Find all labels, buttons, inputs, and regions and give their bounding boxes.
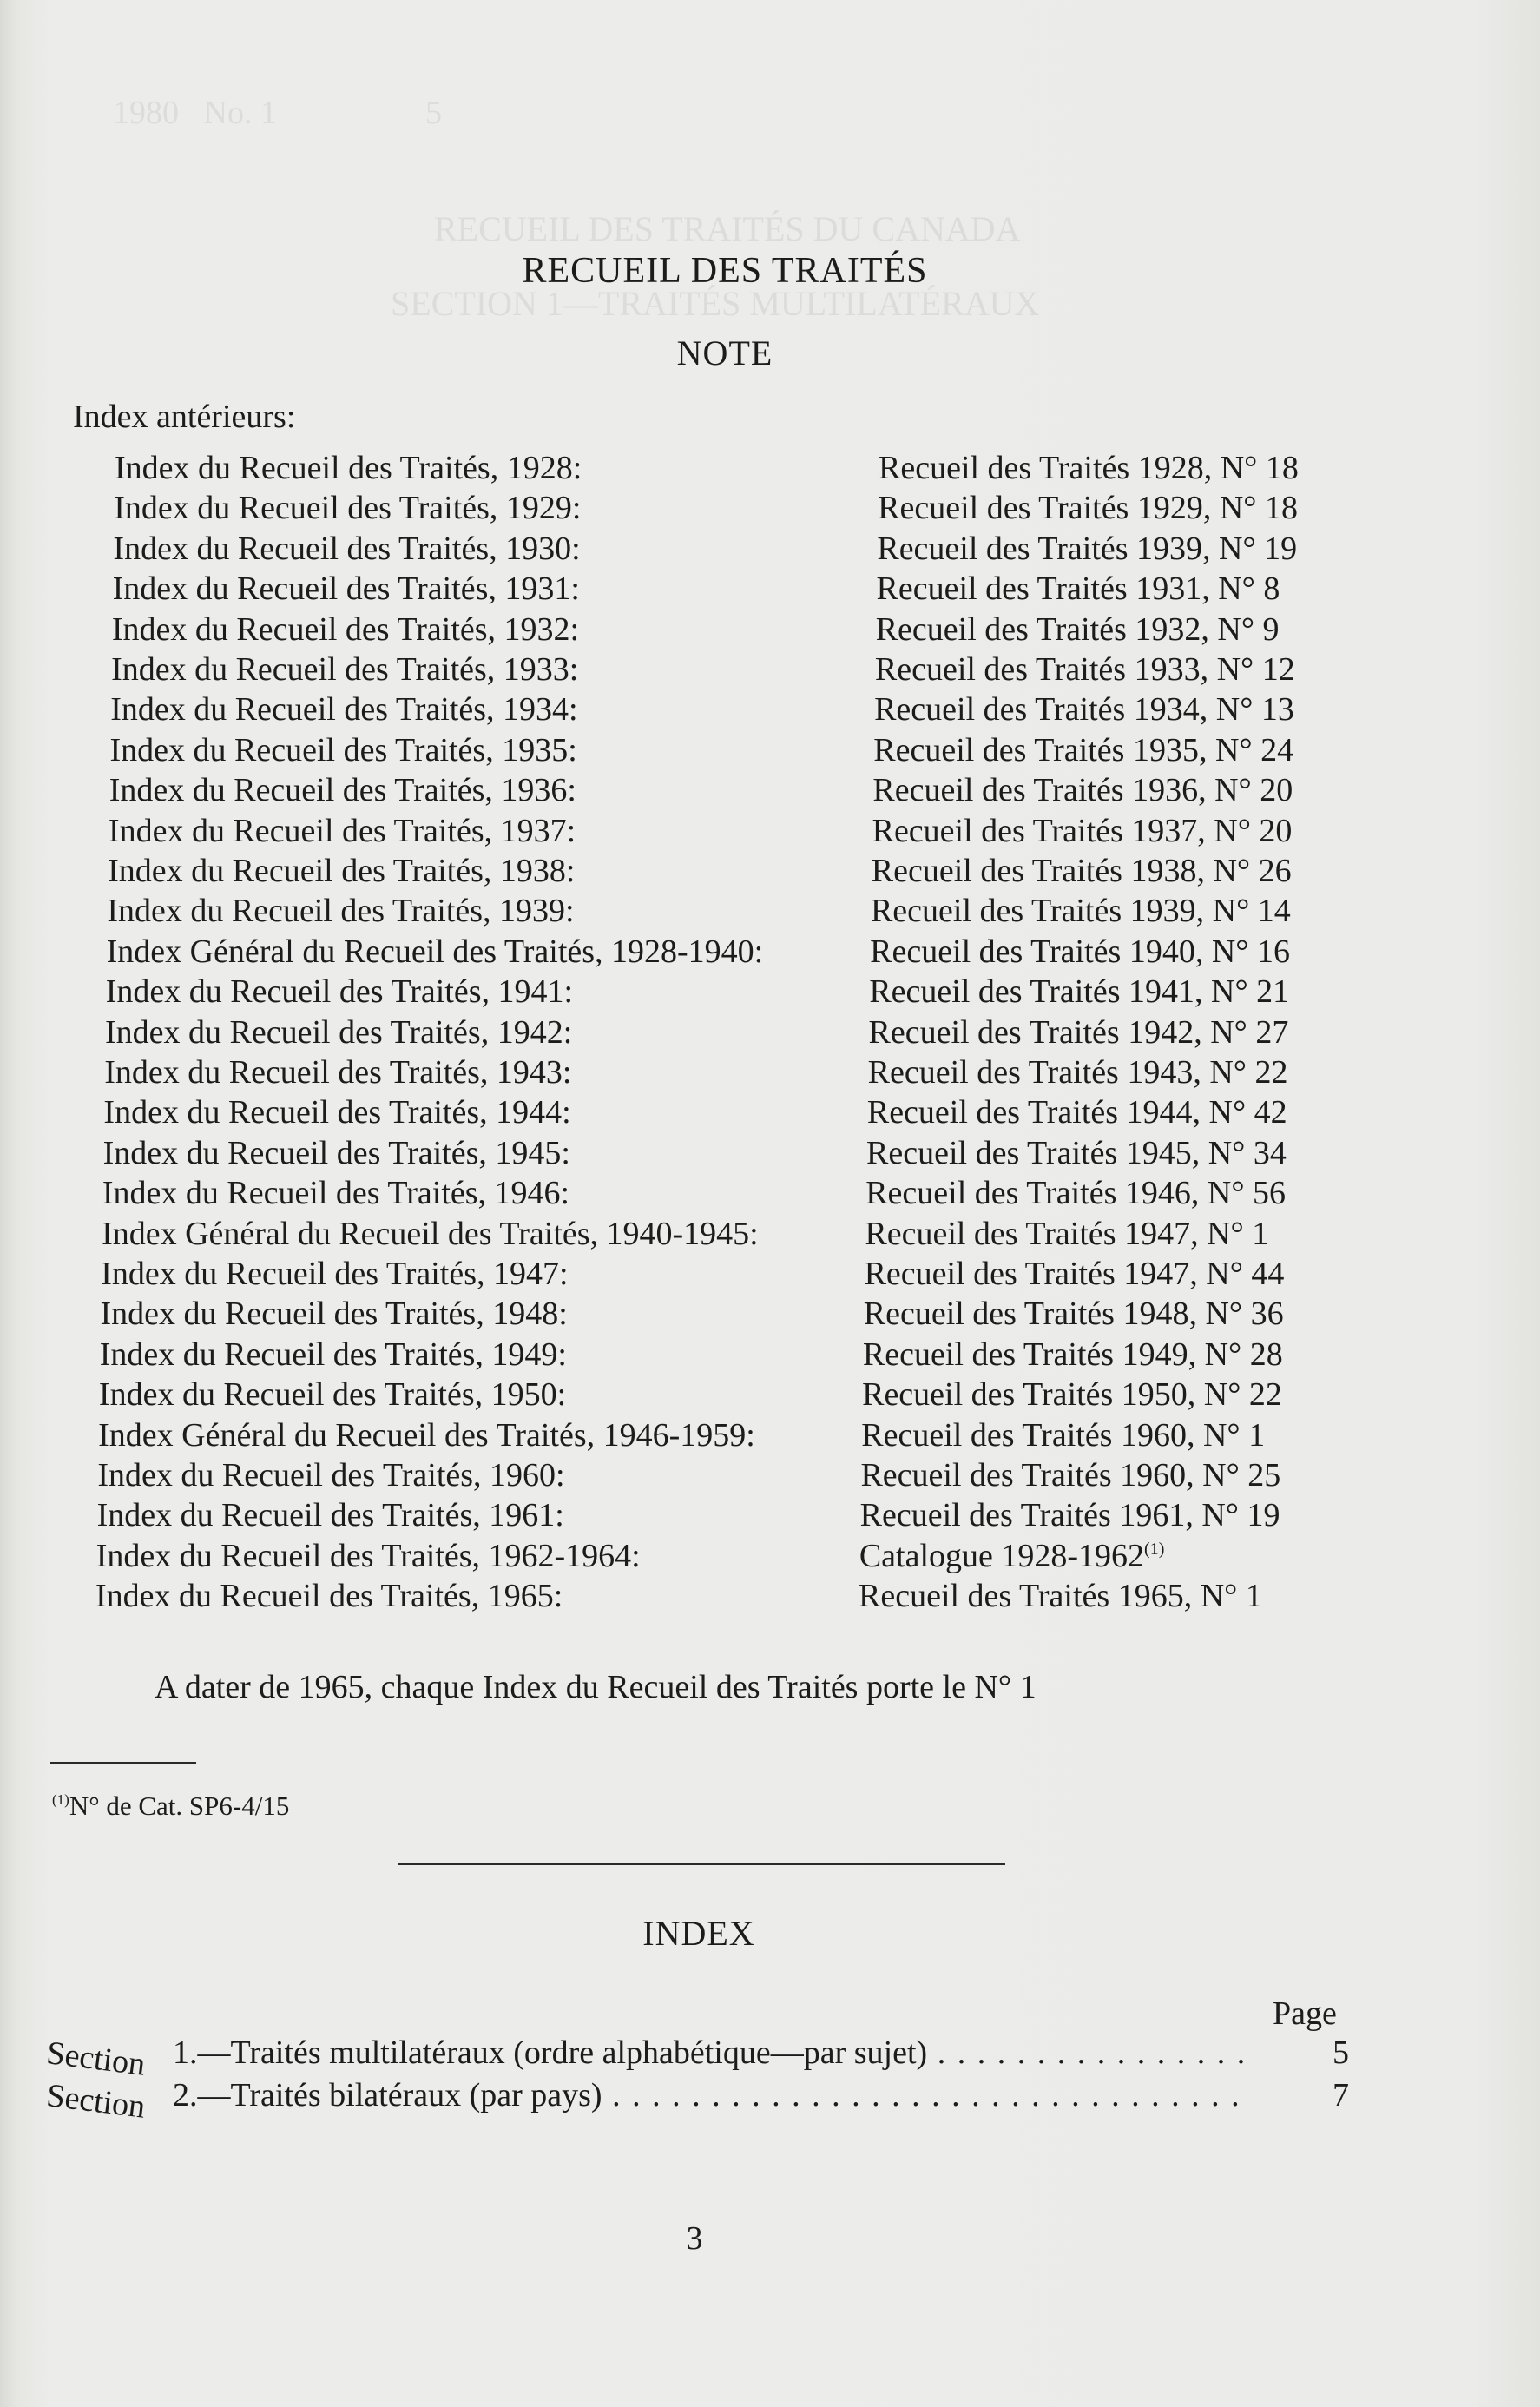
index-entry-reference xyxy=(864,1295,1284,1333)
footnote-reference-marker: (1) xyxy=(1144,1539,1165,1559)
index-entry-reference-text: Recueil des Traités 1938, N° 26 xyxy=(871,853,1292,889)
index-entry-label: Index du Recueil des Traités, 1950: xyxy=(98,1376,567,1414)
index-entry-reference-text: Recueil des Traités 1947, N° 1 xyxy=(865,1215,1269,1252)
bleed-through-text: RECUEIL DES TRAITÉS DU CANADA xyxy=(434,209,1021,248)
index-entry-reference-text: Recueil des Traités 1935, N° 24 xyxy=(873,731,1294,768)
index-entry-label: Index Général du Recueil des Traités, 1946-1959: xyxy=(98,1416,755,1454)
index-entry-reference xyxy=(877,530,1297,568)
index-entry-reference-text: Recueil des Traités 1931, N° 8 xyxy=(876,570,1280,608)
index-entry-label: Index du Recueil des Traités, 1947: xyxy=(101,1256,569,1292)
footnote-marker: (1) xyxy=(52,1791,69,1808)
index-entry-label: Index du Recueil des Traités, 1965: xyxy=(95,1578,563,1615)
index-entry-reference-text: Recueil des Traités 1936, N° 20 xyxy=(872,772,1293,809)
index-entry-reference xyxy=(870,933,1290,971)
index-entry-label: Index du Recueil des Traités, 1939: xyxy=(107,893,575,930)
index-entry-reference xyxy=(865,1215,1268,1253)
index-entry-label: Index du Recueil des Traités, 1935: xyxy=(109,731,577,768)
index-entry-reference xyxy=(879,449,1299,487)
index-entry-reference-text: Recueil des Traités 1928, N° 18 xyxy=(879,450,1299,486)
index-entry-reference xyxy=(867,1093,1287,1131)
bleed-through-text: SECTION 1—TRAITÉS MULTILATÉRAUX xyxy=(391,284,1040,323)
index-heading: INDEX xyxy=(642,1914,755,1953)
index-entry-reference-text: Recueil des Traités 1947, N° 44 xyxy=(864,1256,1285,1292)
index-entry-label: Index du Recueil des Traités, 1949: xyxy=(99,1335,567,1373)
index-entry-reference xyxy=(873,731,1293,769)
index-entry-reference-text: Recueil des Traités 1932, N° 9 xyxy=(875,610,1280,648)
index-entry-reference xyxy=(865,1174,1286,1212)
index-entry-reference xyxy=(860,1456,1280,1494)
index-entry-reference xyxy=(865,1255,1285,1293)
index-entry-reference-text: Recueil des Traités 1946, N° 56 xyxy=(865,1175,1287,1212)
index-entry-label: Index du Recueil des Traités, 1929: xyxy=(114,490,582,527)
index-entry-reference xyxy=(862,1375,1282,1414)
index-entry-reference xyxy=(869,973,1289,1011)
section-divider xyxy=(398,1863,1005,1865)
index-entry-reference-text: Recueil des Traités 1949, N° 28 xyxy=(862,1335,1283,1373)
index-entry-reference-text: Recueil des Traités 1961, N° 19 xyxy=(859,1497,1280,1534)
index-entry-reference xyxy=(874,690,1294,729)
index-entry-label: Index du Recueil des Traités, 1931: xyxy=(112,570,580,608)
index-entry-label: Index du Recueil des Traités, 1960: xyxy=(97,1457,565,1494)
index-entry-label: Index du Recueil des Traités, 1937: xyxy=(108,812,576,849)
index-entry-reference xyxy=(878,489,1298,527)
bleed-through-text: 1980 No. 1 5 xyxy=(113,95,442,131)
index-entry-reference-text: Recueil des Traités 1948, N° 36 xyxy=(863,1296,1284,1333)
index-entry-reference xyxy=(869,1013,1289,1052)
index-entry-reference xyxy=(860,1496,1280,1534)
toc-entry-text: 2.—Traités bilatéraux (par pays) . . . xyxy=(173,2076,1245,2114)
index-entry-reference-text: Recueil des Traités 1945, N° 34 xyxy=(866,1134,1287,1171)
index-entry-reference xyxy=(877,570,1280,608)
index-entry-label: Index du Recueil des Traités, 1928: xyxy=(115,450,582,486)
toc-entry-text: 1.—Traités multilatéraux (ordre alphabétique—par sujet) . . . xyxy=(173,2034,1245,2072)
index-entry-label: Index du Recueil des Traités, 1932: xyxy=(111,610,580,648)
index-entry-label: Index du Recueil des Traités, 1936: xyxy=(109,772,576,809)
index-entry-reference-text: Recueil des Traités 1937, N° 20 xyxy=(872,812,1293,849)
index-entry-label: Index du Recueil des Traités, 1938: xyxy=(108,853,576,889)
intro-label: Index antérieurs: xyxy=(73,399,296,435)
index-entry-reference-text: Recueil des Traités 1960, N° 25 xyxy=(860,1457,1281,1494)
index-entry-label: Index du Recueil des Traités, 1942: xyxy=(105,1013,573,1051)
index-entry-label: Index Général du Recueil des Traités, 1928-1940: xyxy=(106,933,764,970)
footnote-text: N° de Cat. SP6-4/15 xyxy=(69,1790,290,1821)
toc-page-number: 7 xyxy=(1333,2077,1349,2114)
index-entry-reference xyxy=(863,1335,1283,1374)
index-entry-reference-text: Recueil des Traités 1939, N° 14 xyxy=(870,893,1291,930)
index-entry-label: Index du Recueil des Traités, 1933: xyxy=(111,651,579,688)
toc-section-word: Section xyxy=(44,2034,148,2083)
index-entry-reference-text: Recueil des Traités 1942, N° 27 xyxy=(868,1013,1289,1051)
index-entry-label: Index du Recueil des Traités, 1945: xyxy=(102,1134,570,1171)
index-entry-label: Index du Recueil des Traités, 1946: xyxy=(102,1175,570,1212)
document-title: RECUEIL DES TRAITÉS xyxy=(522,251,928,291)
index-entry-reference-text: Recueil des Traités 1950, N° 22 xyxy=(862,1376,1282,1414)
index-entry-reference xyxy=(868,1053,1288,1091)
index-entry-reference-text: Recueil des Traités 1943, N° 22 xyxy=(867,1054,1288,1091)
toc-page-number: 5 xyxy=(1333,2034,1349,2071)
index-entry-reference xyxy=(875,650,1295,689)
index-entry-reference-text: Recueil des Traités 1941, N° 21 xyxy=(869,973,1290,1011)
index-entry-reference xyxy=(876,610,1280,649)
index-entry-reference xyxy=(872,852,1292,890)
footnote xyxy=(52,1790,289,1822)
index-entry-label: Index du Recueil des Traités, 1934: xyxy=(110,691,578,729)
page-column-label: Page xyxy=(1273,1995,1337,2032)
footnote-divider xyxy=(50,1762,196,1764)
index-entry-reference xyxy=(872,812,1293,850)
index-entry-reference xyxy=(872,771,1293,809)
toc-row xyxy=(44,2076,1349,2126)
index-entry-label: Index du Recueil des Traités, 1948: xyxy=(100,1296,568,1333)
index-entry-label: Index du Recueil des Traités, 1944: xyxy=(103,1094,571,1131)
toc-section-word: Section xyxy=(44,2077,148,2126)
index-entry-reference-text: Recueil des Traités 1940, N° 16 xyxy=(870,933,1290,970)
index-entry-reference-text: Recueil des Traités 1960, N° 1 xyxy=(861,1416,1266,1454)
page-number: 3 xyxy=(686,2220,703,2257)
index-entry-label: Index du Recueil des Traités, 1941: xyxy=(105,973,574,1011)
closing-note: A dater de 1965, chaque Index du Recueil des Traités porte le N° 1 xyxy=(155,1669,1037,1705)
index-entry-reference-text: Catalogue 1928-1962 xyxy=(859,1537,1145,1574)
index-entry-reference xyxy=(866,1134,1287,1172)
index-entry-reference-text: Recueil des Traités 1939, N° 19 xyxy=(877,530,1298,567)
index-entry-reference xyxy=(859,1537,1165,1575)
index-entry-reference-text: Recueil des Traités 1934, N° 13 xyxy=(874,691,1294,729)
index-entry-label: Index du Recueil des Traités, 1930: xyxy=(113,530,581,567)
index-entry-reference-text: Recueil des Traités 1933, N° 12 xyxy=(874,651,1295,688)
index-entry-label: Index du Recueil des Traités, 1961: xyxy=(96,1497,564,1534)
index-entry-reference xyxy=(871,892,1291,930)
index-entry-label: Index Général du Recueil des Traités, 1940-1945: xyxy=(102,1215,759,1252)
note-heading: NOTE xyxy=(676,333,773,373)
index-entry-reference-text: Recueil des Traités 1944, N° 42 xyxy=(866,1094,1287,1131)
index-entry-label: Index du Recueil des Traités, 1943: xyxy=(104,1054,572,1091)
index-entry-reference-text: Recueil des Traités 1965, N° 1 xyxy=(859,1578,1262,1615)
index-entry-reference-text: Recueil des Traités 1929, N° 18 xyxy=(878,490,1298,527)
index-entry-label: Index du Recueil des Traités, 1962-1964: xyxy=(95,1537,641,1574)
toc-row xyxy=(44,2034,1349,2083)
index-entry-reference xyxy=(859,1577,1262,1615)
index-entry-reference xyxy=(861,1416,1265,1454)
